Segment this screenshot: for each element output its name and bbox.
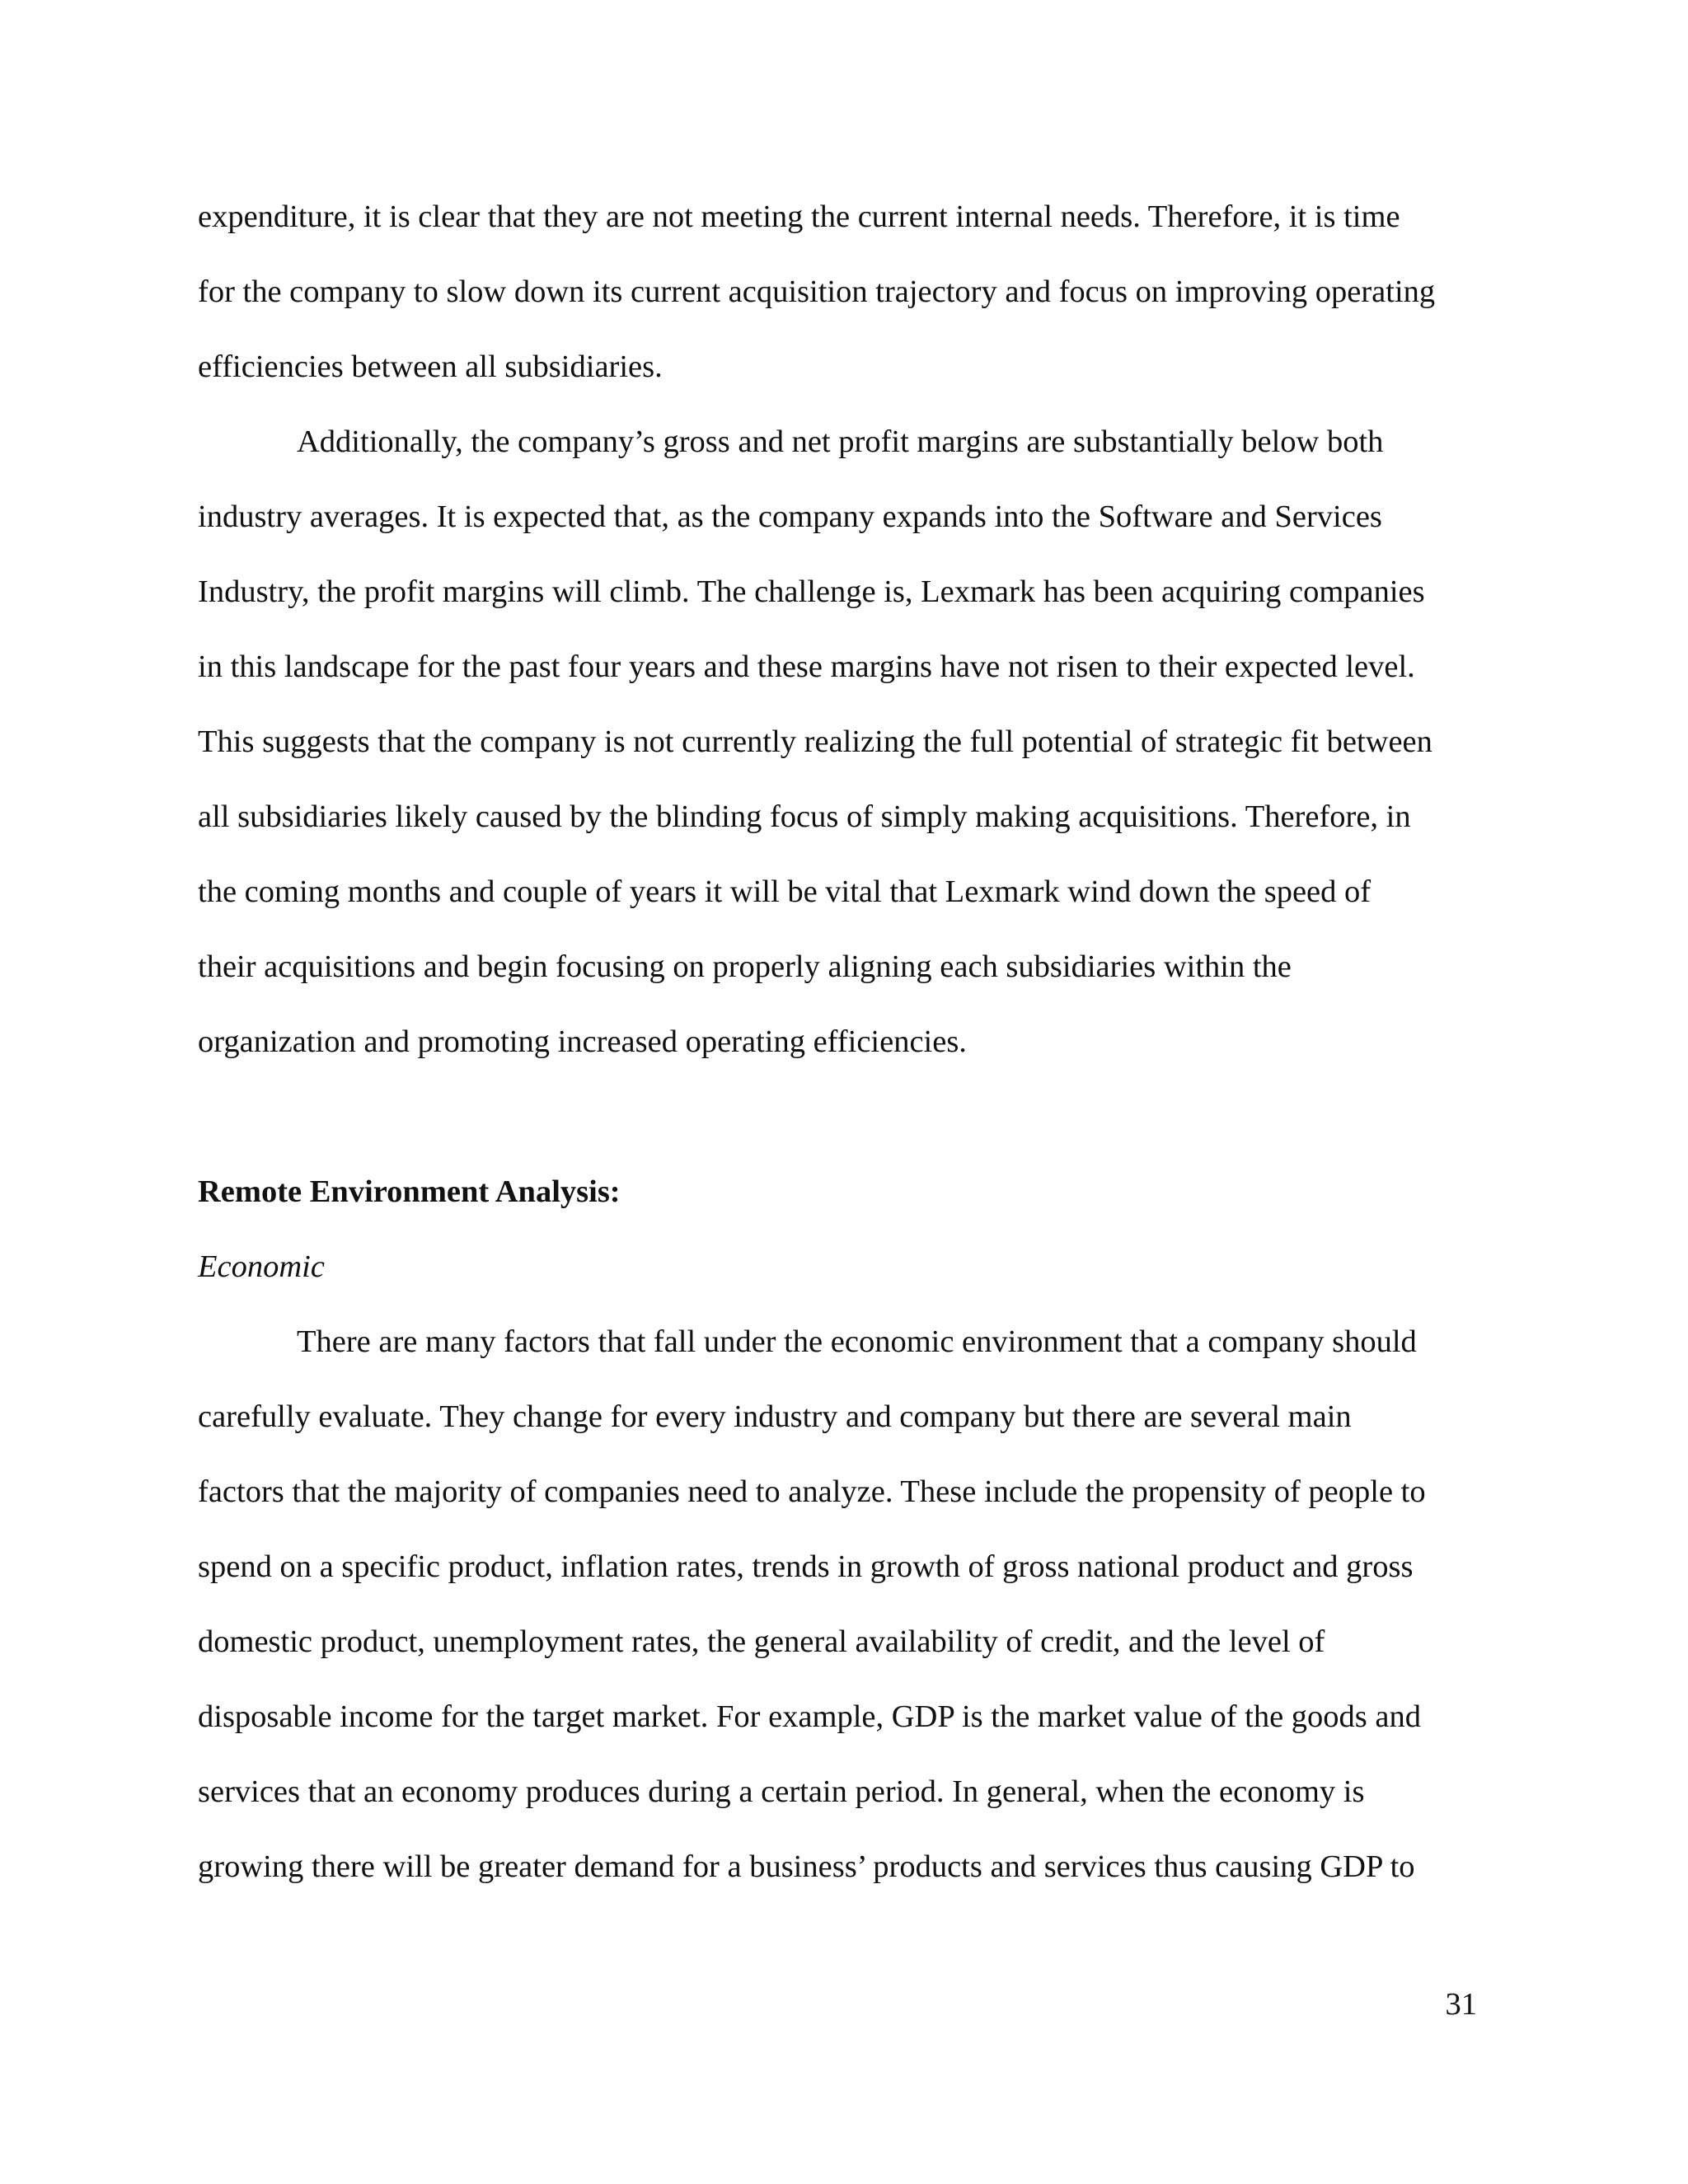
paragraph-line: Additionally, the company’s gross and net profit margins are substantially below both: [297, 424, 1384, 459]
paragraph-line: This suggests that the company is not currently realizing the full potential of strategic fit between: [198, 724, 1432, 759]
paragraph-line: expenditure, it is clear that they are not meeting the current internal needs. Therefore, it is time: [198, 199, 1400, 234]
paragraph-line: services that an economy produces during a certain period. In general, when the economy is: [198, 1774, 1365, 1809]
subsection-heading: Economic: [198, 1249, 325, 1284]
paragraph-line: Industry, the profit margins will climb. The challenge is, Lexmark has been acquiring companies: [198, 574, 1425, 609]
paragraph-line: organization and promoting increased operating efficiencies.: [198, 1024, 967, 1059]
paragraph-line: the coming months and couple of years it will be vital that Lexmark wind down the speed of: [198, 874, 1372, 909]
paragraph-line: factors that the majority of companies need to analyze. These include the propensity of people to: [198, 1474, 1426, 1509]
section-heading: Remote Environment Analysis:: [198, 1174, 621, 1209]
paragraph-line: their acquisitions and begin focusing on properly aligning each subsidiaries within the: [198, 949, 1292, 984]
paragraph-line: industry averages. It is expected that, as the company expands into the Software and Services: [198, 499, 1382, 534]
paragraph-line: carefully evaluate. They change for every industry and company but there are several main: [198, 1399, 1352, 1434]
paragraph-line: in this landscape for the past four years and these margins have not risen to their expected level.: [198, 649, 1415, 684]
paragraph-line: disposable income for the target market. For example, GDP is the market value of the goods and: [198, 1699, 1421, 1734]
paragraph-line: all subsidiaries likely caused by the blinding focus of simply making acquisitions. Therefore, in: [198, 799, 1411, 834]
paragraph-line: There are many factors that fall under the economic environment that a company should: [297, 1324, 1417, 1359]
paragraph-line: growing there will be greater demand for a business’ products and services thus causing GDP to: [198, 1849, 1415, 1884]
paragraph-line: efficiencies between all subsidiaries.: [198, 349, 663, 384]
paragraph-line: for the company to slow down its current acquisition trajectory and focus on improving operating: [198, 274, 1436, 309]
paragraph-line: spend on a specific product, inflation rates, trends in growth of gross national product and gross: [198, 1549, 1414, 1584]
paragraph-line: domestic product, unemployment rates, the general availability of credit, and the level of: [198, 1624, 1325, 1659]
page-number: 31: [1445, 1987, 1477, 2022]
